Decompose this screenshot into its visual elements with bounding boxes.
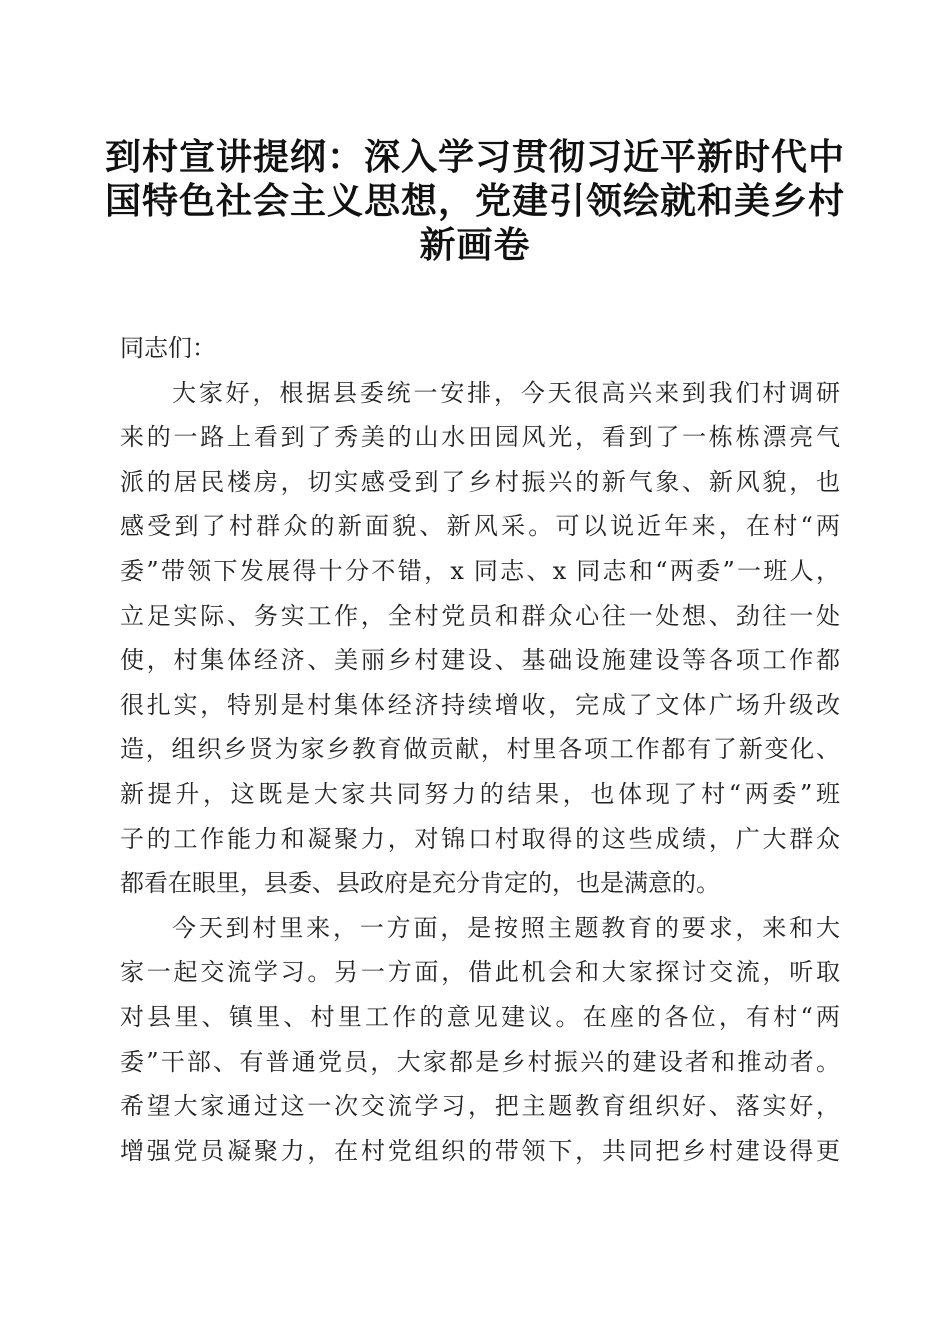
- paragraph-line: 增强党员凝聚力，在村党组织的带领下，共同把乡村建设得更: [120, 1136, 840, 1165]
- title-line: 新画卷: [419, 224, 531, 266]
- title-line: 到村宣讲提纲：深入学习贯彻习近平新时代中: [104, 136, 845, 178]
- paragraph-line: 新提升，这既是大家共同努力的结果，也体现了村“两委”班: [120, 779, 840, 808]
- paragraph-2: [120, 906, 840, 1174]
- paragraph-line: 委”干部、有普通党员，大家都是乡村振兴的建设者和推动者。: [120, 1047, 840, 1076]
- paragraph-line: 大家好，根据县委统一安排，今天很高兴来到我们村调研: [172, 378, 840, 407]
- title-line: 国特色社会主义思想，党建引领绘就和美乡村: [104, 180, 845, 222]
- paragraph-line: 立足实际、务实工作，全村党员和群众心往一处想、劲往一处: [120, 601, 840, 630]
- paragraph-line: 都看在眼里，县委、县政府是充分肯定的，也是满意的。: [120, 869, 720, 898]
- document-title: [100, 135, 850, 267]
- paragraph-line: 今天到村里来，一方面，是按照主题教育的要求，来和大: [172, 913, 840, 942]
- paragraph-1: [120, 371, 840, 906]
- paragraph-line: 造，组织乡贤为家乡教育做贡献，村里各项工作都有了新变化、: [120, 735, 840, 764]
- document-body: [120, 326, 840, 1173]
- paragraph-line: 希望大家通过这一次交流学习，把主题教育组织好、落实好，: [120, 1092, 840, 1121]
- paragraph-line: 家一起交流学习。另一方面，借此机会和大家探讨交流，听取: [120, 958, 840, 987]
- paragraph-line: 使，村集体经济、美丽乡村建设、基础设施建设等各项工作都: [120, 646, 840, 675]
- paragraph-line: 委”带领下发展得十分不错，x 同志、x 同志和“两委”一班人，: [120, 556, 840, 585]
- paragraph-line: 子的工作能力和凝聚力，对锦口村取得的这些成绩，广大群众: [120, 824, 840, 853]
- paragraph-line: 对县里、镇里、村里工作的意见建议。在座的各位，有村“两: [120, 1002, 840, 1031]
- salutation: 同志们：: [120, 334, 216, 362]
- paragraph-line: 很扎实，特别是村集体经济持续增收，完成了文体广场升级改: [120, 690, 840, 719]
- paragraph-line: 派的居民楼房，切实感受到了乡村振兴的新气象、新风貌，也: [120, 467, 840, 496]
- paragraph-line: 来的一路上看到了秀美的山水田园风光，看到了一栋栋漂亮气: [120, 423, 840, 452]
- paragraph-line: 感受到了村群众的新面貌、新风采。可以说近年来，在村“两: [120, 512, 840, 541]
